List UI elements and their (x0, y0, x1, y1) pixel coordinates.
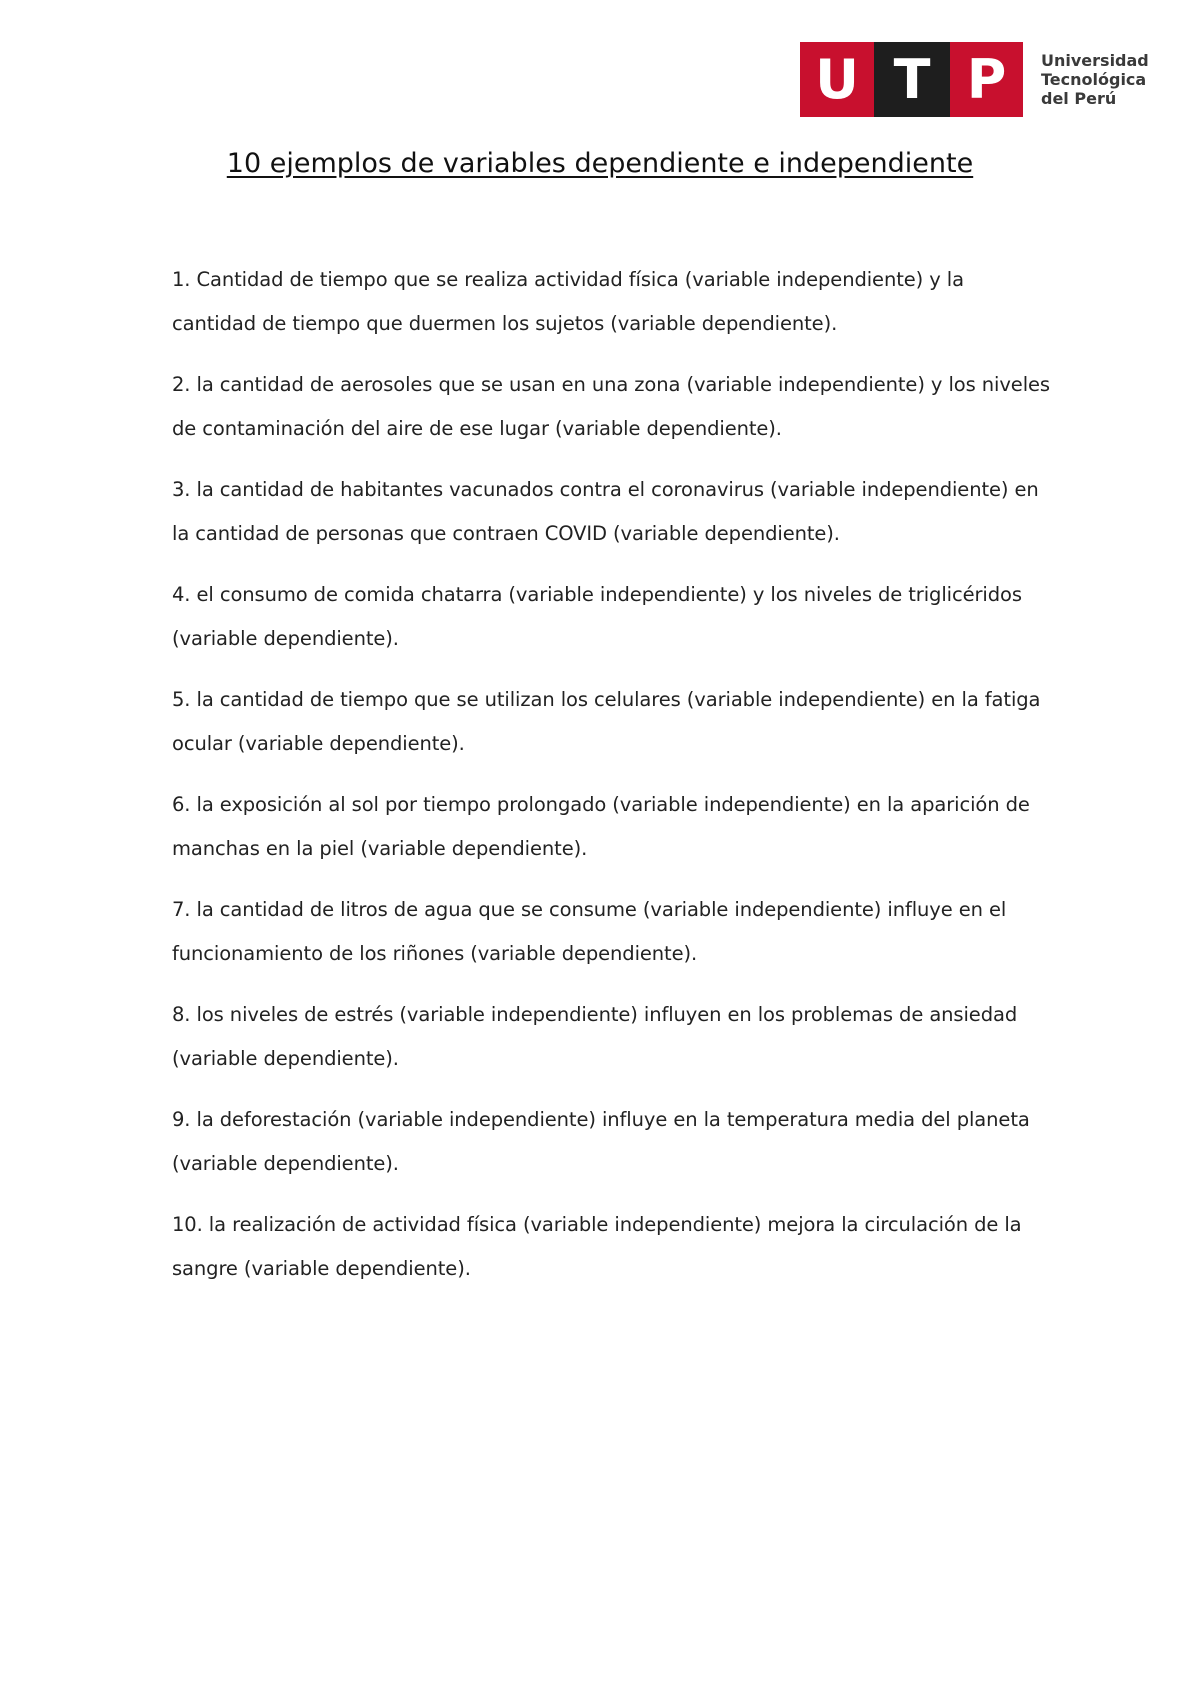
list-item: 7. la cantidad de litros de agua que se consume (variable independiente) influye en el funcionamiento de los riñones (variable dependiente). (172, 898, 1007, 965)
logo-text-line-1: Universidad (1041, 51, 1149, 70)
list-item: 1. Cantidad de tiempo que se realiza actividad física (variable independiente) y la cantidad de tiempo que duermen los sujetos (variable dependiente). (172, 268, 964, 335)
list-item: 5. la cantidad de tiempo que se utilizan los celulares (variable independiente) en la fatiga ocular (variable dependiente). (172, 688, 1041, 755)
examples-list (172, 258, 1052, 1308)
list-item: 3. la cantidad de habitantes vacunados contra el coronavirus (variable independiente) en la cantidad de personas que contraen COVID (variable dependiente). (172, 478, 1039, 545)
logo-letter-p: P (950, 42, 1023, 117)
logo-text-line-3: del Perú (1041, 89, 1117, 108)
list-item: 2. la cantidad de aerosoles que se usan en una zona (variable independiente) y los niveles de contaminación del aire de ese lugar (variable dependiente). (172, 373, 1050, 440)
list-item: 8. los niveles de estrés (variable independiente) influyen en los problemas de ansiedad (variable dependiente). (172, 1003, 1018, 1070)
logo-letter-u: U (800, 42, 874, 117)
list-item: 6. la exposición al sol por tiempo prolongado (variable independiente) en la aparición de manchas en la piel (variable dependiente). (172, 793, 1030, 860)
list-item: 10. la realización de actividad física (variable independiente) mejora la circulación de la sangre (variable dependiente). (172, 1213, 1022, 1280)
list-item: 9. la deforestación (variable independiente) influye en la temperatura media del planeta (variable dependiente). (172, 1108, 1030, 1175)
logo-blocks (800, 42, 1023, 117)
logo-wordmark (1041, 51, 1149, 108)
logo-letter-t: T (874, 42, 950, 117)
document-title: 10 ejemplos de variables dependiente e independiente (226, 148, 974, 179)
logo-text-line-2: Tecnológica (1041, 70, 1147, 89)
utp-logo (800, 42, 1149, 117)
list-item: 4. el consumo de comida chatarra (variable independiente) y los niveles de triglicéridos (variable dependiente). (172, 583, 1022, 650)
